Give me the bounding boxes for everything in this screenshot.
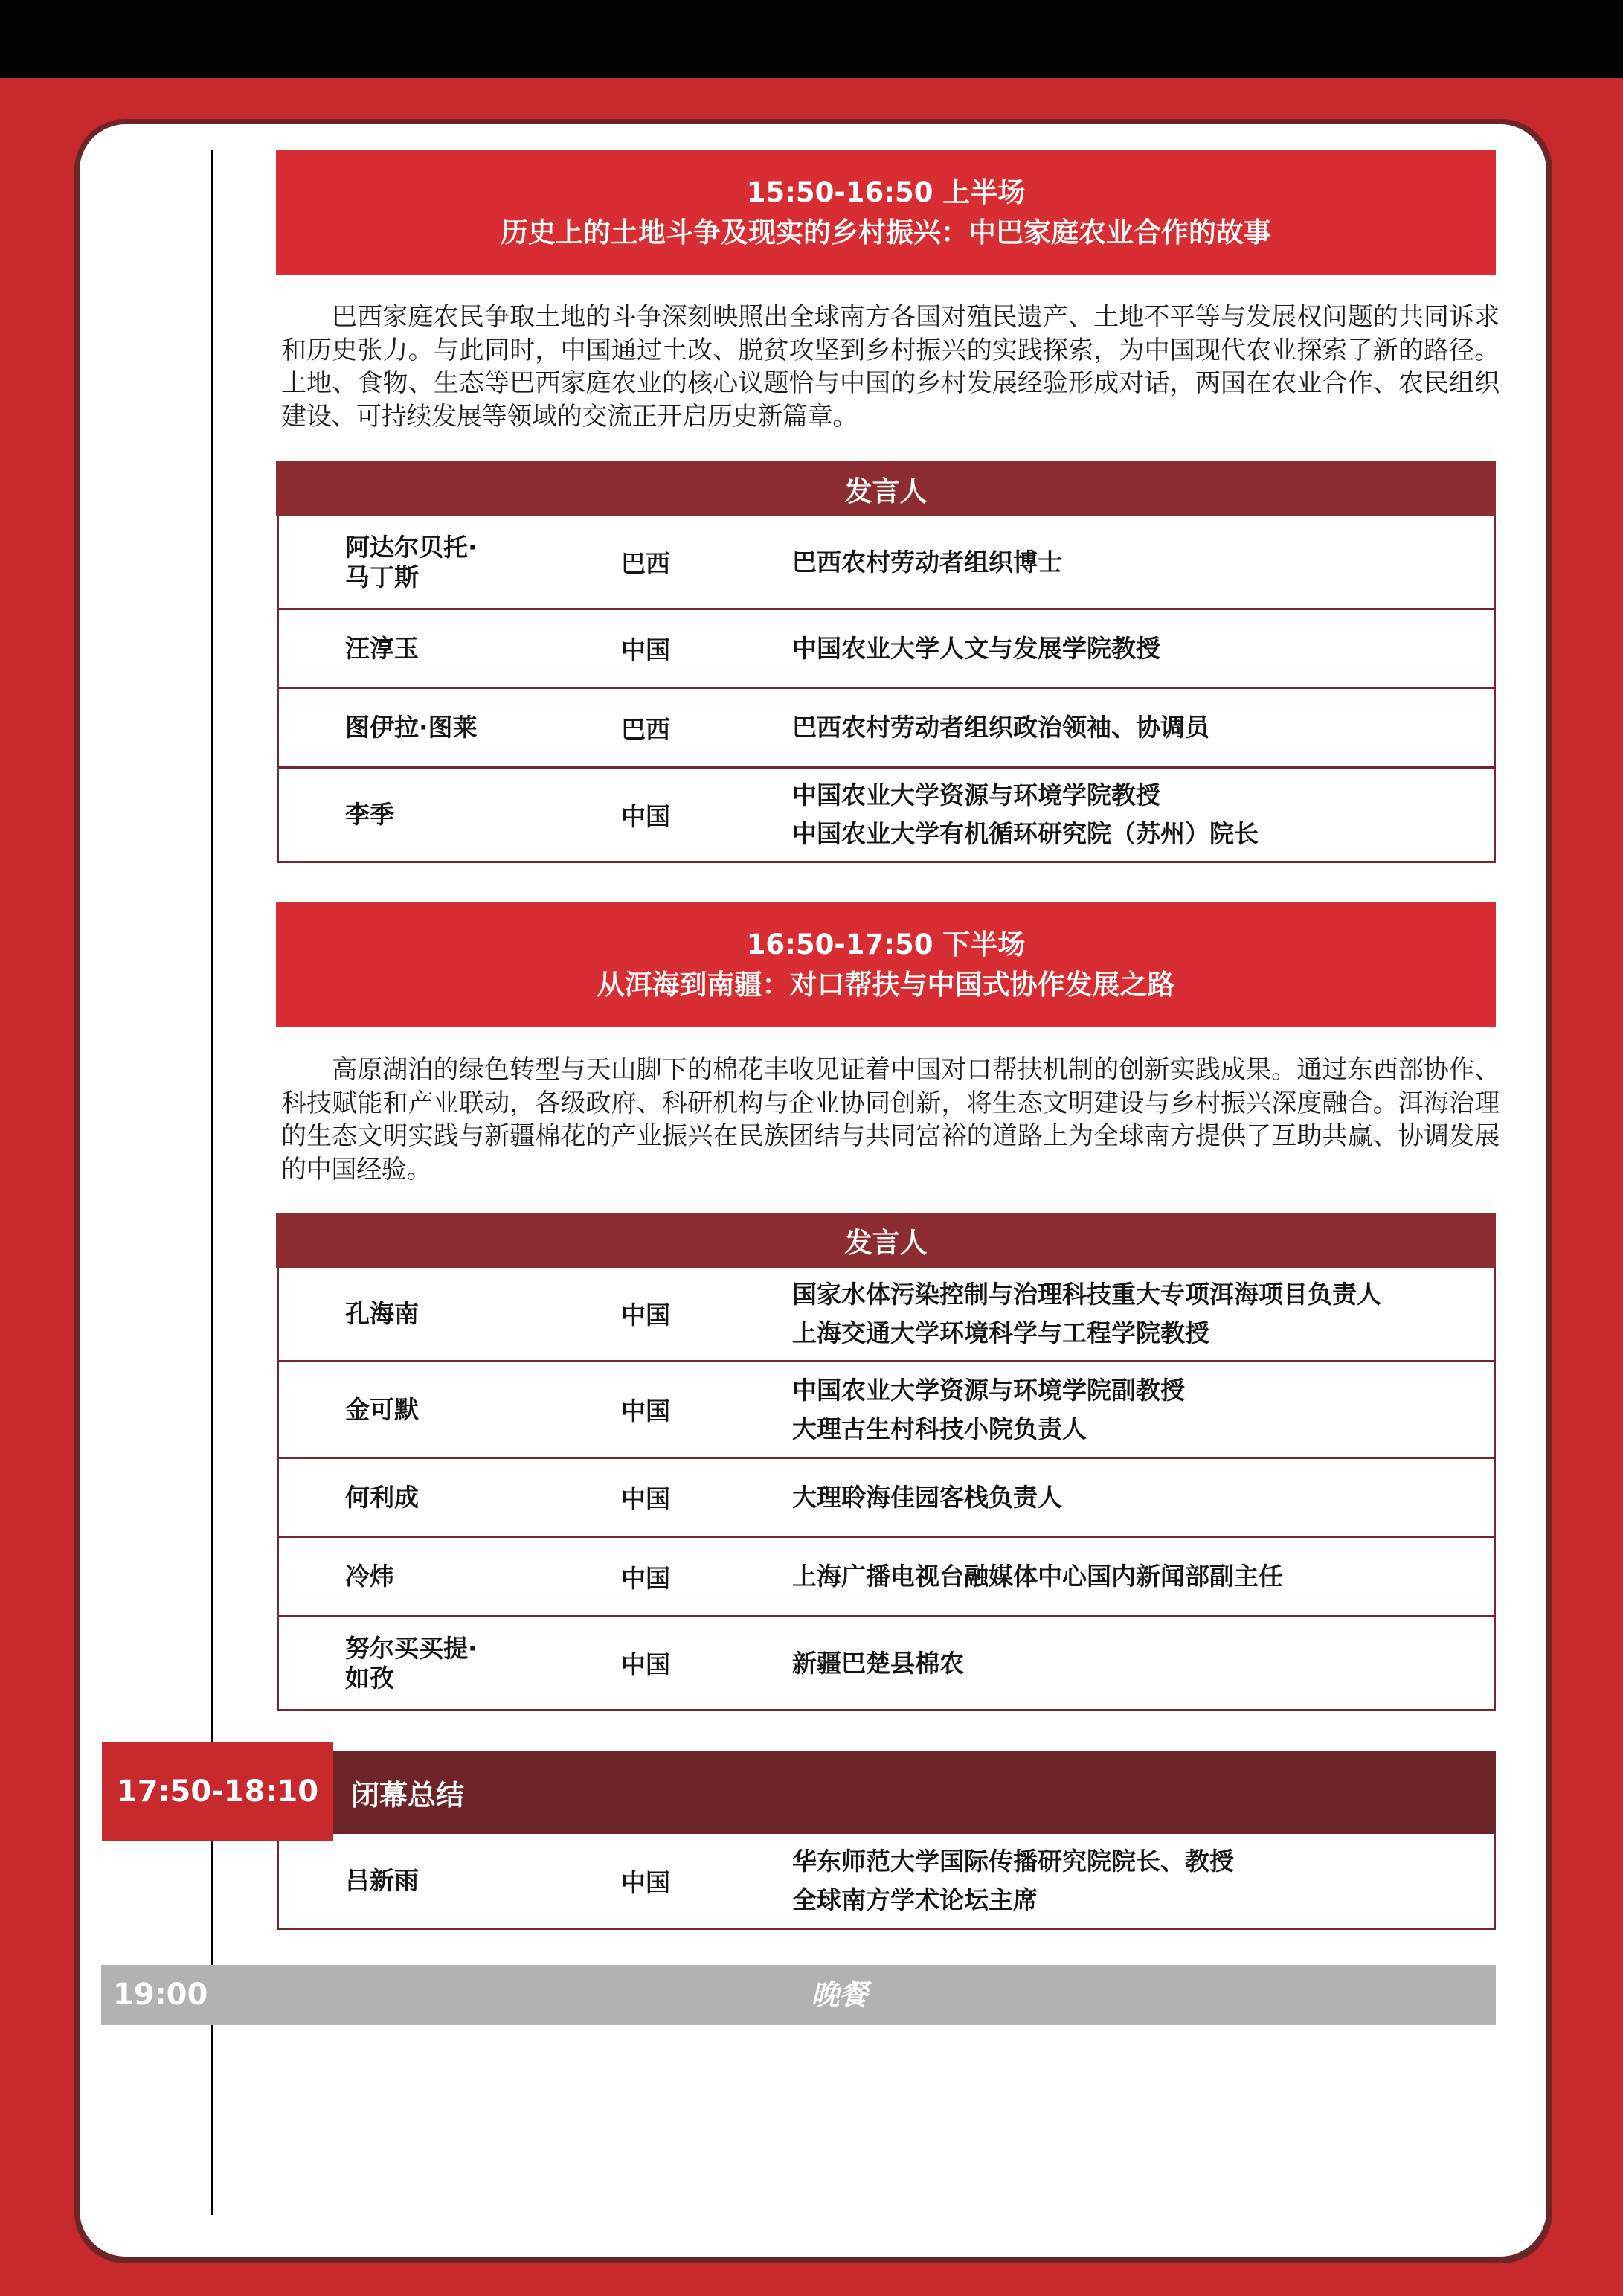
speaker-name: 图伊拉·图莱 <box>345 713 478 742</box>
speaker-role: 国家水体污染控制与治理科技重大专项洱海项目负责人 上海交通大学环境科学与工程学院教授 <box>792 1279 1381 1347</box>
session-2-title: 从洱海到南疆：对口帮扶与中国式协作发展之路 <box>597 969 1175 1001</box>
speaker-row <box>279 1834 1494 1930</box>
speaker-country: 中国 <box>621 801 670 831</box>
speaker-row <box>279 689 1494 769</box>
speaker-country: 中国 <box>621 1867 670 1897</box>
speaker-country: 中国 <box>621 635 670 664</box>
speaker-role: 巴西农村劳动者组织博士 <box>792 547 1062 577</box>
speaker-name: 孔海南 <box>345 1298 419 1328</box>
session-2-speakers-header: 发言人 <box>276 1213 1496 1268</box>
speaker-row <box>279 769 1494 863</box>
speaker-name: 阿达尔贝托· 马丁斯 <box>345 532 478 591</box>
speaker-role: 新疆巴楚县棉农 <box>792 1648 964 1678</box>
dinner-bar <box>101 1965 1496 2025</box>
speaker-row <box>279 1617 1494 1711</box>
closing-speakers-table <box>277 1834 1496 1930</box>
session-2-speakers-table <box>277 1267 1496 1711</box>
speaker-name: 努尔买买提· 如孜 <box>345 1633 478 1693</box>
dinner-label: 晚餐 <box>811 1978 868 2011</box>
speaker-name: 吕新雨 <box>345 1866 419 1895</box>
session-1-speakers-header: 发言人 <box>276 461 1496 516</box>
speaker-country: 中国 <box>621 1563 670 1593</box>
speaker-role: 巴西农村劳动者组织政治领袖、协调员 <box>792 713 1209 742</box>
speaker-role: 中国农业大学资源与环境学院教授 中国农业大学有机循环研究院（苏州）院长 <box>792 780 1259 848</box>
speaker-row <box>279 610 1494 689</box>
session-2-header <box>276 902 1496 1027</box>
session-1-description: 巴西家庭农民争取土地的斗争深刻映照出全球南方各国对殖民遗产、土地不平等与发展权问题的共同诉求和历史张力。与此同时，中国通过土改、脱贫攻坚到乡村振兴的实践探索，为中国现代农业探索了新的路径。土地、食物、生态等巴西家庭农业的核心议题恰与中国的乡村发展经验形成对话，两国在农业合作、农民组织建设、可持续发展等领域的交流正开启历史新篇章。 <box>281 302 1500 432</box>
top-black-bar <box>0 0 1623 78</box>
speaker-row <box>279 1538 1494 1617</box>
speaker-role: 中国农业大学人文与发展学院教授 <box>792 633 1160 663</box>
session-1-time: 15:50-16:50 上半场 <box>746 176 1026 208</box>
speaker-country: 巴西 <box>621 714 670 744</box>
speaker-country: 中国 <box>621 1301 670 1330</box>
speaker-role: 上海广播电视台融媒体中心国内新闻部副主任 <box>792 1562 1283 1591</box>
speaker-row <box>279 516 1494 610</box>
speaker-row <box>279 1459 1494 1538</box>
closing-title: 闭幕总结 <box>333 1751 1496 1834</box>
speaker-country: 中国 <box>621 1484 670 1513</box>
speaker-role: 中国农业大学资源与环境学院副教授 大理古生村科技小院负责人 <box>792 1375 1185 1443</box>
speaker-role: 华东师范大学国际传播研究院院长、教授 全球南方学术论坛主席 <box>792 1847 1234 1914</box>
session-1-title: 历史上的土地斗争及现实的乡村振兴：中巴家庭农业合作的故事 <box>501 216 1271 248</box>
session-1-header <box>276 150 1496 275</box>
closing-time: 17:50-18:10 <box>102 1742 333 1841</box>
speaker-country: 巴西 <box>621 549 670 578</box>
speaker-country: 中国 <box>621 1650 670 1679</box>
speaker-country: 中国 <box>621 1396 670 1426</box>
speaker-row <box>279 1362 1494 1459</box>
speaker-name: 何利成 <box>345 1482 419 1512</box>
speaker-name: 金可默 <box>345 1394 419 1424</box>
timeline-line <box>211 150 213 2215</box>
speaker-row <box>279 1267 1494 1362</box>
speaker-name: 冷炜 <box>345 1562 394 1591</box>
session-2-time: 16:50-17:50 下半场 <box>746 929 1026 961</box>
session-2-description: 高原湖泊的绿色转型与天山脚下的棉花丰收见证着中国对口帮扶机制的创新实践成果。通过东西部协作、科技赋能和产业联动，各级政府、科研机构与企业协同创新，将生态文明建设与乡村振兴深度融合。洱海治理的生态文明实践与新疆棉花的产业振兴在民族团结与共同富裕的道路上为全球南方提供了互助共赢、协调发展的中国经验。 <box>281 1055 1500 1184</box>
speaker-role: 大理聆海佳园客栈负责人 <box>792 1482 1062 1512</box>
dinner-time: 19:00 <box>113 1978 208 2012</box>
agenda-card <box>80 124 1546 2257</box>
speaker-name: 汪淳玉 <box>345 633 419 663</box>
session-1-speakers-table <box>277 516 1496 863</box>
speaker-name: 李季 <box>345 800 394 829</box>
